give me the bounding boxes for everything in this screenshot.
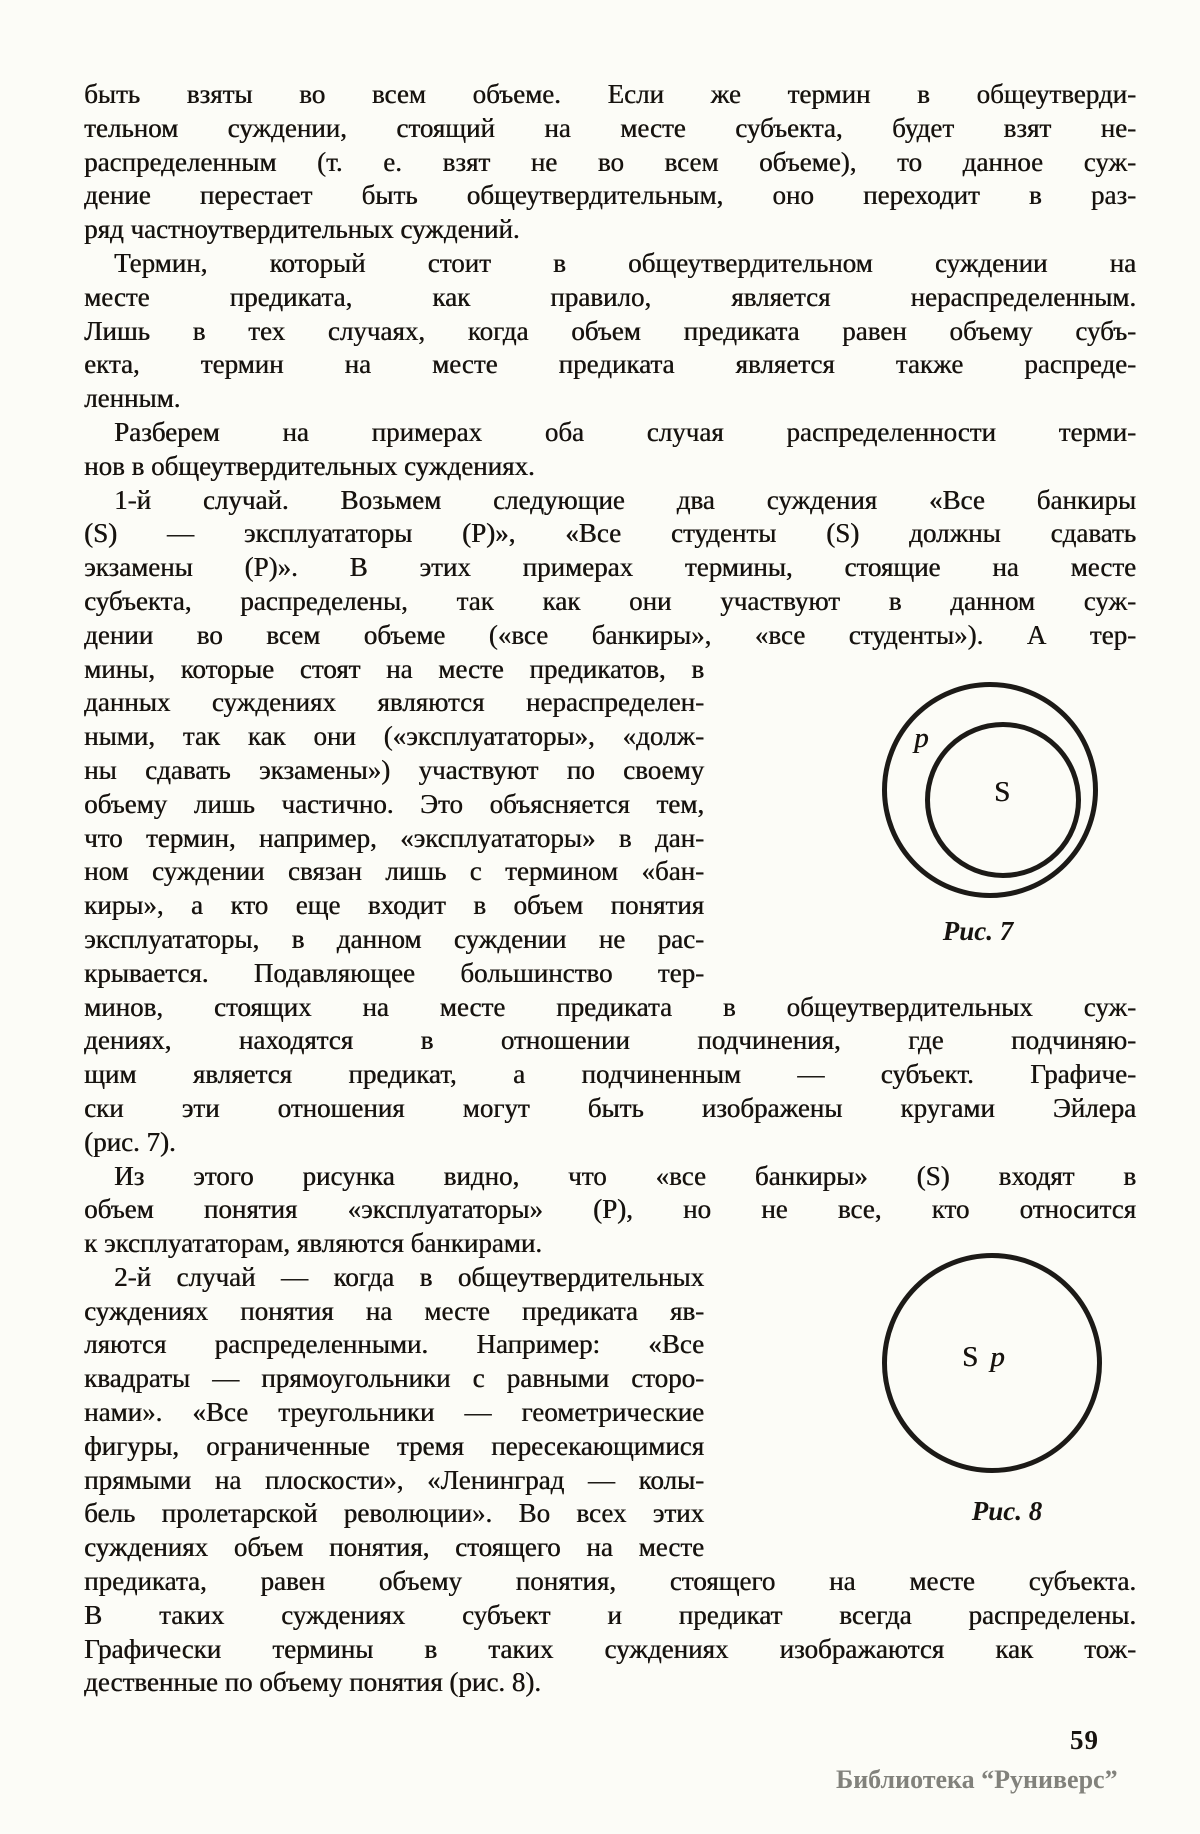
- text-line: бель пролетарской революции». Во всех этих: [84, 1498, 704, 1529]
- term-label-s: S: [962, 1341, 979, 1373]
- text-line: Разберем на примерах оба случая распределенности терми-: [114, 416, 1136, 447]
- text-line: В таких суждениях субъект и предикат всегда распределены.: [84, 1599, 1136, 1630]
- text-line: нов в общеутвердительных суждениях.: [84, 450, 535, 481]
- text-line: крывается. Подавляющее большинство тер-: [84, 957, 704, 988]
- text-line: нами». «Все треугольники — геометрические: [84, 1397, 704, 1428]
- text-line: 2-й случай — когда в общеутвердительных: [114, 1261, 704, 1292]
- text-line: щим является предикат, а подчиненным — субъект. Графиче-: [84, 1059, 1136, 1090]
- text-line: Графически термины в таких суждениях изображаются как тож-: [84, 1633, 1136, 1664]
- page-number: 59: [1070, 1725, 1099, 1755]
- term-label-p: p: [914, 722, 929, 754]
- text-line: ном суждении связан лишь с термином «бан-: [84, 856, 704, 887]
- text-line: (S) — эксплуататоры (P)», «Все студенты (S) должны сдавать: [84, 518, 1136, 549]
- text-line: к эксплуататорам, являются банкирами.: [84, 1228, 542, 1259]
- text-line: что термин, например, «эксплуататоры» в дан-: [84, 822, 704, 853]
- text-line: Лишь в тех случаях, когда объем предиката равен объему субъ-: [84, 315, 1136, 346]
- text-line: данных суждениях являются нераспределен-: [84, 687, 704, 718]
- text-line: месте предиката, как правило, является нераспределенным.: [84, 281, 1136, 312]
- text-line: ляются распределенными. Например: «Все: [84, 1329, 704, 1360]
- text-line: 1-й случай. Возьмем следующие два суждения «Все банкиры: [114, 484, 1136, 515]
- text-line: фигуры, ограниченные тремя пересекающимися: [84, 1430, 704, 1461]
- text-line: ски эти отношения могут быть изображены кругами Эйлера: [84, 1092, 1136, 1123]
- text-line: ны сдавать экзамены») участвуют по своему: [84, 754, 704, 785]
- figure-8-euler-circle: [882, 1253, 1102, 1473]
- text-line: Из этого рисунка видно, что «все банкиры» (S) входят в: [114, 1160, 1136, 1191]
- term-label-p: p: [990, 1341, 1005, 1373]
- text-line: быть взяты во всем объеме. Если же термин в общеутверди-: [84, 79, 1136, 109]
- text-line: Термин, который стоит в общеутвердительном суждении на: [114, 247, 1136, 278]
- text-line: субъекта, распределены, так как они участвуют в данном суж-: [84, 585, 1136, 616]
- text-line: киры», а кто еще входит в объем понятия: [84, 890, 704, 921]
- figure-8-caption: Рис. 8: [971, 1496, 1043, 1526]
- text-line: прямыми на плоскости», «Ленинград — колы-: [84, 1464, 704, 1495]
- text-line: суждениях понятия на месте предиката яв-: [84, 1295, 704, 1326]
- text-line: объем понятия «эксплуататоры» (P), но не все, кто относится: [84, 1194, 1136, 1225]
- text-line: распределенным (т. е. взят не во всем объеме), то данное суж-: [84, 146, 1136, 177]
- term-labels-sp: [962, 1341, 1005, 1374]
- text-line: квадраты — прямоугольники с равными сторо-: [84, 1363, 704, 1394]
- text-line: суждениях объем понятия, стоящего на месте: [84, 1532, 704, 1563]
- text-line: ряд частноутвердительных суждений.: [84, 214, 520, 245]
- text-line: мины, которые стоят на месте предикатов, в: [84, 653, 704, 684]
- term-label-s: S: [994, 776, 1011, 808]
- text-line: ными, так как они («эксплуататоры», «долж-: [84, 721, 704, 752]
- text-line: предиката, равен объему понятия, стоящего на месте субъекта.: [84, 1566, 1136, 1597]
- figure-7-euler-circles: [882, 682, 1098, 898]
- text-line: ленным.: [84, 383, 181, 414]
- library-watermark: Библиотека “Руниверс”: [836, 1765, 1118, 1794]
- text-line: экзамены (P)». В этих примерах термины, стоящие на месте: [84, 552, 1136, 583]
- text-line: дественные по объему понятия (рис. 8).: [84, 1667, 541, 1698]
- text-line: екта, термин на месте предиката является также распреде-: [84, 349, 1136, 380]
- text-line: дении во всем объеме («все банкиры», «все студенты»). А тер-: [84, 619, 1136, 650]
- text-line: эксплуататоры, в данном суждении не рас-: [84, 923, 704, 954]
- text-line: минов, стоящих на месте предиката в общеутвердительных суж-: [84, 991, 1136, 1022]
- text-line: объему лишь частично. Это объясняется тем,: [84, 788, 704, 819]
- text-line: (рис. 7).: [84, 1126, 176, 1157]
- figure-7-caption: Рис. 7: [942, 916, 1014, 946]
- text-line: тельном суждении, стоящий на месте субъекта, будет взят не-: [84, 112, 1136, 143]
- text-line: дение перестает быть общеутвердительным, оно переходит в раз-: [84, 180, 1136, 211]
- text-line: дениях, находятся в отношении подчинения, где подчиняю-: [84, 1025, 1136, 1056]
